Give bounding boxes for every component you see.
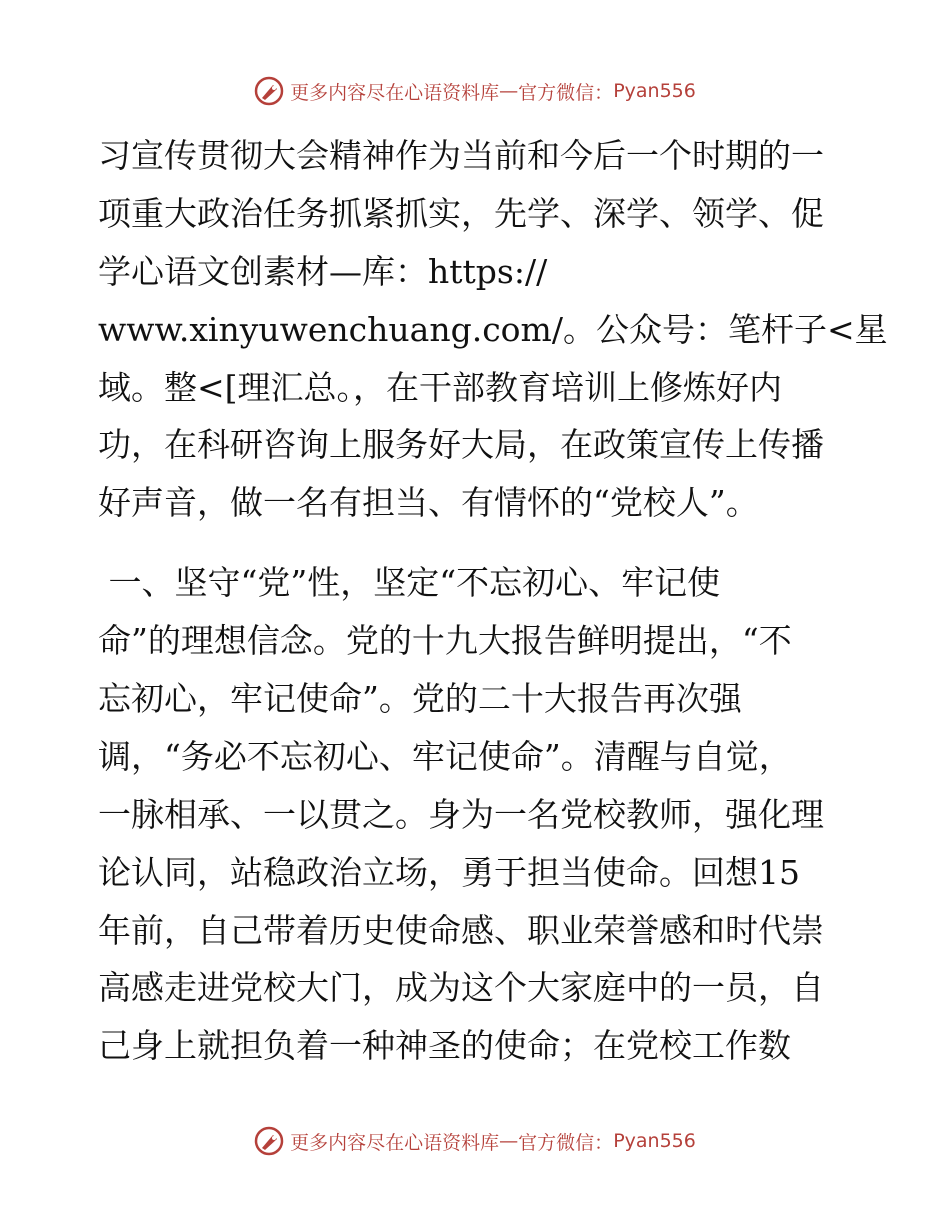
paragraph-2 [98,554,858,1075]
text-line: 好声音，做一名有担当、有情怀的“党校人”。 [98,483,759,523]
site-text: 更多内容尽在心语资料库 [290,1131,500,1154]
text-line: 一、坚守“党”性，坚定“不忘初心、牢记使 [98,563,721,603]
separator: — [499,1130,519,1152]
footer-banner [0,1124,950,1158]
text-line: 年前，自己带着历史使命感、职业荣誉感和时代崇 [98,910,824,950]
text-line: 学心语文创素材—库：https:// [98,251,548,291]
site-text: 更多内容尽在心语资料库 [290,81,500,104]
text-line: 论认同，站稳政治立场，勇于担当使命。回想15 [98,852,800,892]
pen-nib-icon [254,76,284,106]
text-line: 命”的理想信念。党的十九大报告鲜明提出，“不 [98,621,792,661]
text-line: 忘初心，牢记使命”。党的二十大报告再次强 [98,679,742,719]
header-banner [0,74,950,108]
wechat-label: 官方微信： [518,81,614,104]
text-line: 习宣传贯彻大会精神作为当前和今后一个时期的一 [98,136,824,175]
pen-nib-icon [254,1126,284,1156]
document-body [98,127,888,1075]
text-line: 己身上就担负着一种神圣的使命；在党校工作数 [98,1026,791,1066]
paragraph-1 [98,127,888,532]
text-line: 域。整<[理汇总。，在干部教育培训上修炼好内 [98,367,783,407]
text-line: 高感走进党校大门，成为这个大家庭中的一员，自 [98,968,824,1008]
text-line: www.xinyuwenchuang.com/。公众号：笔杆子<星 [98,309,888,349]
paragraph-gap [98,532,858,554]
wechat-label: 官方微信： [518,1131,614,1154]
text-line: 调，“务必不忘初心、牢记使命”。清醒与自觉， [98,736,792,776]
wechat-id: Pyan556 [613,80,696,102]
text-line: 一脉相承、一以贯之。身为一名党校教师，强化理 [98,794,824,834]
text-line: 项重大政治任务抓紧抓实，先学、深学、领学、促 [98,193,824,233]
separator: — [499,80,519,102]
text-line: 功，在科研咨询上服务好大局，在政策宣传上传播 [98,425,824,465]
wechat-id: Pyan556 [613,1130,696,1152]
